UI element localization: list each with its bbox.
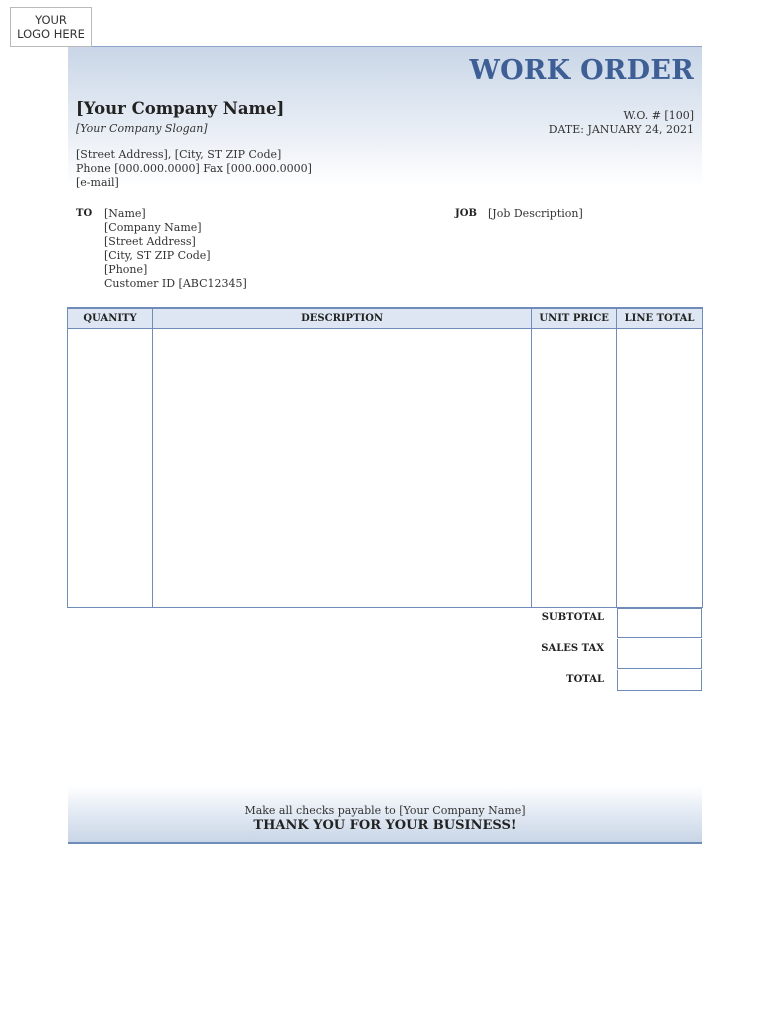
address-phone-fax: Phone [000.000.0000] Fax [000.000.0000] bbox=[76, 162, 312, 175]
company-slogan: [Your Company Slogan] bbox=[76, 122, 208, 135]
customer-id: Customer ID [ABC12345] bbox=[104, 277, 247, 290]
work-order-number: W.O. # [100] bbox=[623, 109, 694, 122]
job-description: [Job Description] bbox=[488, 207, 583, 220]
payment-note: Make all checks payable to [Your Company Name] bbox=[244, 804, 526, 817]
sales-tax-value[interactable] bbox=[617, 639, 702, 669]
sales-tax-row bbox=[540, 639, 703, 670]
description-cell[interactable] bbox=[152, 329, 531, 608]
totals-section bbox=[540, 608, 703, 691]
column-header-unit-price: UNIT PRICE bbox=[532, 308, 617, 329]
recipient-city: [City, ST ZIP Code] bbox=[104, 249, 211, 262]
recipient-street: [Street Address] bbox=[104, 235, 196, 248]
table-row bbox=[68, 329, 703, 608]
subtotal-label: SUBTOTAL bbox=[541, 612, 604, 623]
address-email: [e-mail] bbox=[76, 176, 119, 189]
table-header-row bbox=[68, 308, 703, 329]
document-title: WORK ORDER bbox=[469, 55, 694, 86]
total-value[interactable] bbox=[617, 670, 702, 691]
job-label: JOB bbox=[455, 208, 477, 219]
company-logo-placeholder: YOUR LOGO HERE bbox=[10, 7, 92, 47]
quantity-cell[interactable] bbox=[68, 329, 153, 608]
sales-tax-label: SALES TAX bbox=[541, 643, 604, 654]
recipient-name: [Name] bbox=[104, 207, 146, 220]
order-date: DATE: JANUARY 24, 2021 bbox=[548, 123, 694, 136]
column-header-line-total: LINE TOTAL bbox=[617, 308, 703, 329]
company-name: [Your Company Name] bbox=[76, 99, 285, 118]
unit-price-cell[interactable] bbox=[532, 329, 617, 608]
address-street: [Street Address], [City, ST ZIP Code] bbox=[76, 148, 282, 161]
recipient-phone: [Phone] bbox=[104, 263, 148, 276]
company-address bbox=[76, 148, 312, 190]
subtotal-value[interactable] bbox=[617, 608, 702, 638]
total-label: TOTAL bbox=[566, 674, 604, 685]
line-items-table bbox=[67, 307, 703, 608]
to-label: TO bbox=[76, 208, 93, 219]
total-row bbox=[540, 670, 703, 691]
subtotal-row bbox=[540, 608, 703, 639]
column-header-description: DESCRIPTION bbox=[152, 308, 531, 329]
line-total-cell[interactable] bbox=[617, 329, 703, 608]
recipient-block bbox=[104, 207, 247, 291]
recipient-company: [Company Name] bbox=[104, 221, 202, 234]
thank-you-message: THANK YOU FOR YOUR BUSINESS! bbox=[253, 818, 517, 833]
column-header-quantity: QUANITY bbox=[68, 308, 153, 329]
